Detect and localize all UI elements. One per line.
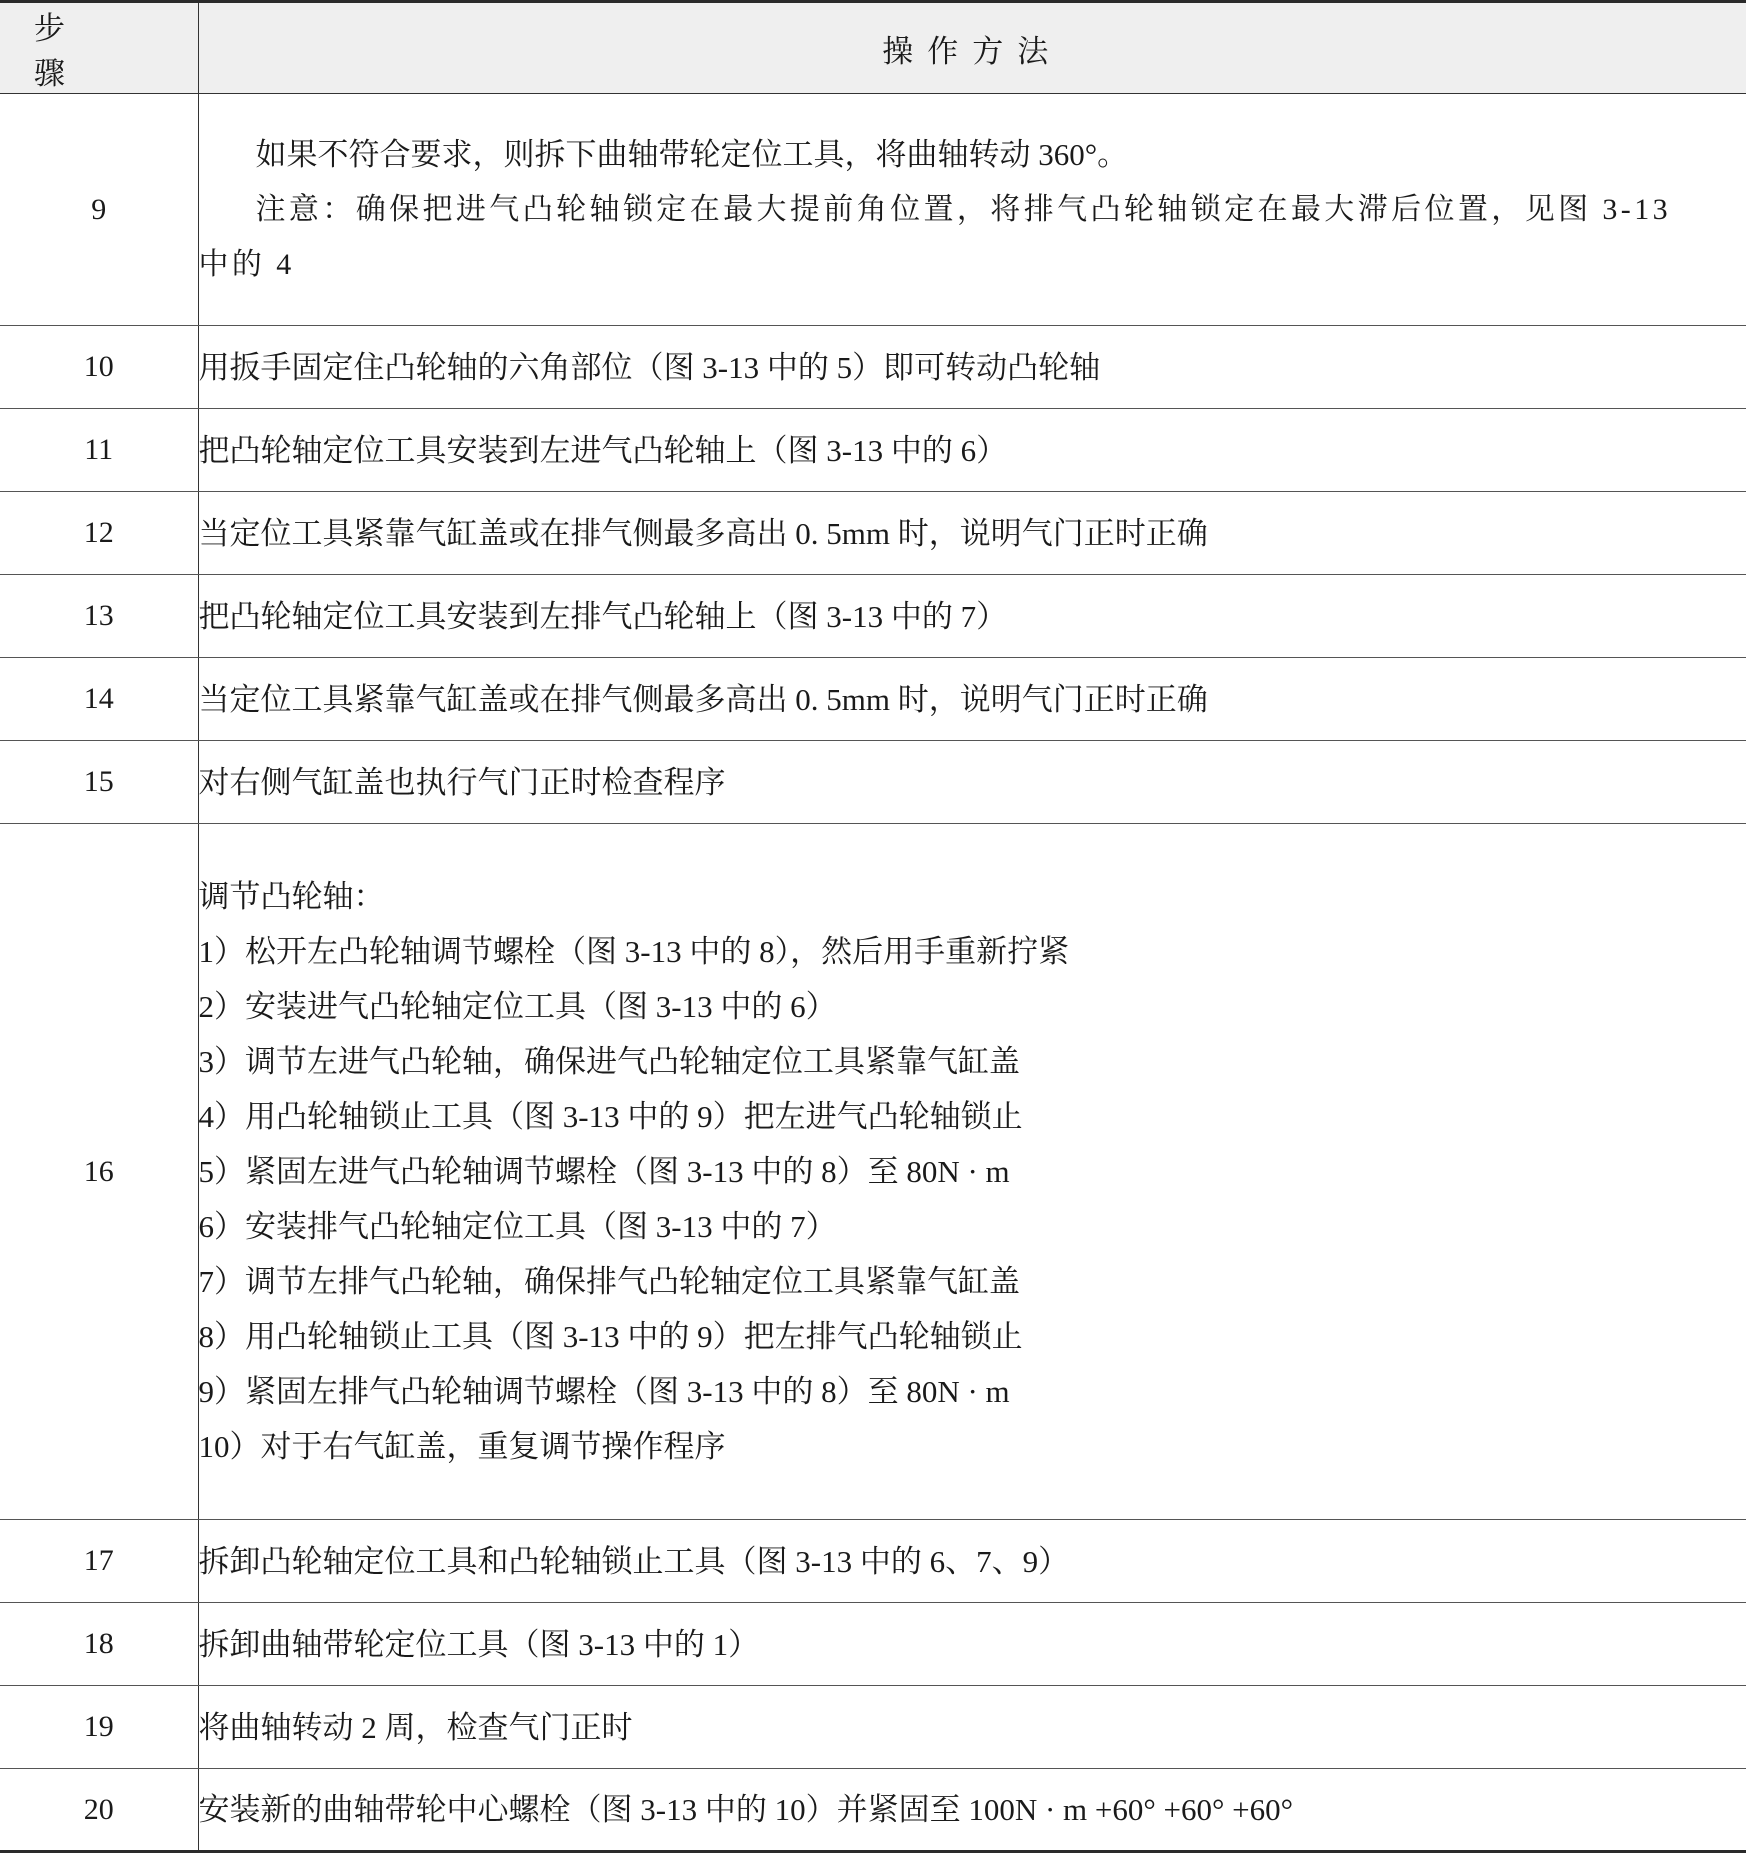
table-row	[0, 492, 1746, 575]
table-row	[0, 409, 1746, 492]
method-line: 拆卸凸轮轴定位工具和凸轮轴锁止工具（图 3-13 中的 6、7、9）	[199, 1534, 1746, 1589]
method-line: 8）用凸轮轴锁止工具（图 3-13 中的 9）把左排气凸轮轴锁止	[199, 1309, 1746, 1364]
table-row	[0, 824, 1746, 1520]
step-method	[198, 492, 1746, 575]
step-method	[198, 824, 1746, 1520]
method-line: 对右侧气缸盖也执行气门正时检查程序	[199, 755, 1746, 810]
table-row	[0, 1603, 1746, 1686]
method-line: 如果不符合要求，则拆下曲轴带轮定位工具，将曲轴转动 360°。	[199, 127, 1721, 182]
step-number: 9	[0, 94, 198, 326]
step-method	[198, 741, 1746, 824]
method-line: 6）安装排气凸轮轴定位工具（图 3-13 中的 7）	[199, 1199, 1746, 1254]
method-line: 10）对于右气缸盖，重复调节操作程序	[199, 1419, 1746, 1474]
step-number: 16	[0, 824, 198, 1520]
step-number: 15	[0, 741, 198, 824]
method-line: 安装新的曲轴带轮中心螺栓（图 3-13 中的 10）并紧固至 100N · m +60° +60° +60°	[199, 1782, 1746, 1837]
method-note: 注意：确保把进气凸轮轴锁定在最大提前角位置，将排气凸轮轴锁定在最大滞后位置，见图 3-13 中的 4	[199, 182, 1721, 292]
table-header-row	[0, 2, 1746, 94]
table-row	[0, 326, 1746, 409]
method-line: 9）紧固左排气凸轮轴调节螺栓（图 3-13 中的 8）至 80N · m	[199, 1364, 1746, 1419]
table-row	[0, 1520, 1746, 1603]
method-line: 4）用凸轮轴锁止工具（图 3-13 中的 9）把左进气凸轮轴锁止	[199, 1089, 1746, 1144]
step-number: 11	[0, 409, 198, 492]
method-line: 调节凸轮轴：	[199, 869, 1746, 924]
method-line: 7）调节左排气凸轮轴，确保排气凸轮轴定位工具紧靠气缸盖	[199, 1254, 1746, 1309]
method-line: 把凸轮轴定位工具安装到左进气凸轮轴上（图 3-13 中的 6）	[199, 423, 1746, 478]
step-method	[198, 658, 1746, 741]
method-line: 将曲轴转动 2 周，检查气门正时	[199, 1700, 1746, 1755]
step-method	[198, 1686, 1746, 1769]
step-number: 19	[0, 1686, 198, 1769]
table-row	[0, 658, 1746, 741]
step-number: 17	[0, 1520, 198, 1603]
method-line: 1）松开左凸轮轴调节螺栓（图 3-13 中的 8），然后用手重新拧紧	[199, 924, 1746, 979]
table-row	[0, 1686, 1746, 1769]
step-method	[198, 1769, 1746, 1852]
step-method	[198, 326, 1746, 409]
step-method	[198, 575, 1746, 658]
step-number: 13	[0, 575, 198, 658]
step-number: 18	[0, 1603, 198, 1686]
step-method	[198, 1603, 1746, 1686]
header-step: 步骤	[0, 2, 198, 94]
table-row	[0, 741, 1746, 824]
step-method	[198, 94, 1746, 326]
step-number: 12	[0, 492, 198, 575]
method-line: 5）紧固左进气凸轮轴调节螺栓（图 3-13 中的 8）至 80N · m	[199, 1144, 1746, 1199]
header-method: 操作方法	[198, 2, 1746, 94]
method-line: 用扳手固定住凸轮轴的六角部位（图 3-13 中的 5）即可转动凸轮轴	[199, 340, 1746, 395]
step-number: 10	[0, 326, 198, 409]
method-line: 当定位工具紧靠气缸盖或在排气侧最多高出 0. 5mm 时，说明气门正时正确	[199, 672, 1746, 727]
table-row	[0, 1769, 1746, 1852]
table-row	[0, 575, 1746, 658]
method-line: 拆卸曲轴带轮定位工具（图 3-13 中的 1）	[199, 1617, 1746, 1672]
step-number: 14	[0, 658, 198, 741]
step-number: 20	[0, 1769, 198, 1852]
step-method	[198, 409, 1746, 492]
method-line: 当定位工具紧靠气缸盖或在排气侧最多高出 0. 5mm 时，说明气门正时正确	[199, 506, 1746, 561]
method-line: 3）调节左进气凸轮轴，确保进气凸轮轴定位工具紧靠气缸盖	[199, 1034, 1746, 1089]
method-line: 2）安装进气凸轮轴定位工具（图 3-13 中的 6）	[199, 979, 1746, 1034]
method-line: 把凸轮轴定位工具安装到左排气凸轮轴上（图 3-13 中的 7）	[199, 589, 1746, 644]
table-row	[0, 94, 1746, 326]
step-method	[198, 1520, 1746, 1603]
